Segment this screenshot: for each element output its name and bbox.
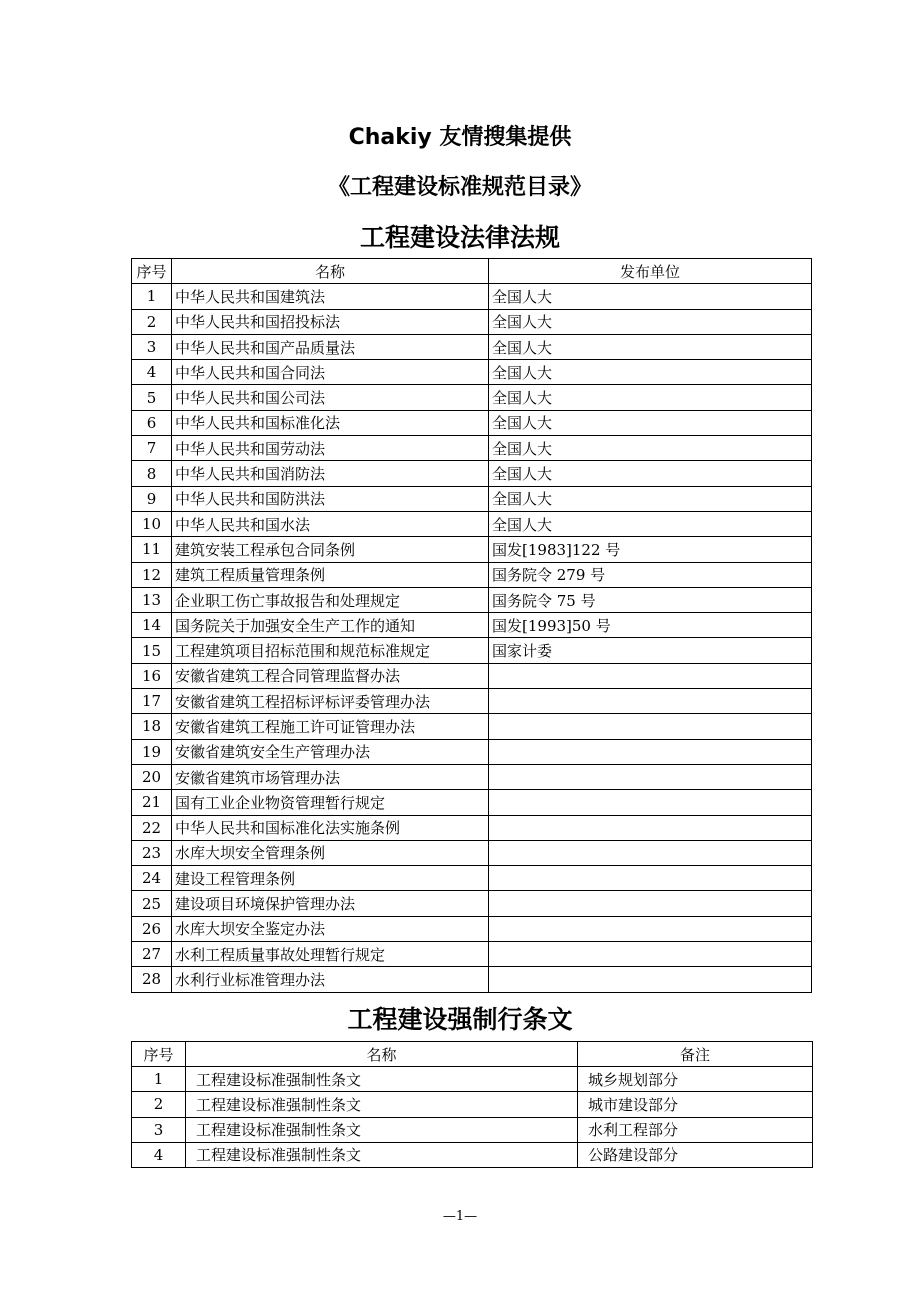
- table-row: [132, 840, 812, 865]
- row-name: 安徽省建筑工程施工许可证管理办法: [172, 714, 489, 739]
- row-issuer: [489, 790, 812, 815]
- row-number: 1: [132, 1067, 186, 1092]
- table-row: [132, 916, 812, 941]
- row-issuer: 全国人大: [489, 511, 812, 536]
- document-title: 《工程建设标准规范目录》: [327, 175, 592, 200]
- table-row: [132, 360, 812, 385]
- table-row: [132, 511, 812, 536]
- column-header-number: 序号: [132, 259, 172, 284]
- row-number: 17: [132, 689, 172, 714]
- row-issuer: [489, 714, 812, 739]
- row-number: 24: [132, 866, 172, 891]
- row-number: 10: [132, 511, 172, 536]
- table-row: [132, 1117, 813, 1142]
- row-number: 16: [132, 663, 172, 688]
- row-number: 4: [132, 360, 172, 385]
- row-issuer: [489, 689, 812, 714]
- row-number: 7: [132, 436, 172, 461]
- row-name: 建筑安装工程承包合同条例: [172, 537, 489, 562]
- table-row: [132, 967, 812, 992]
- row-name: 中华人民共和国标准化法: [172, 410, 489, 435]
- row-name: 水利工程质量事故处理暂行规定: [172, 942, 489, 967]
- row-issuer: [489, 840, 812, 865]
- row-issuer: 国发[1983]122 号: [489, 537, 812, 562]
- row-name: 中华人民共和国建筑法: [172, 284, 489, 309]
- row-issuer: [489, 891, 812, 916]
- table-row: [132, 486, 812, 511]
- row-name: 工程建设标准强制性条文: [186, 1067, 578, 1092]
- row-number: 19: [132, 739, 172, 764]
- row-issuer: [489, 866, 812, 891]
- row-name: 安徽省建筑安全生产管理办法: [172, 739, 489, 764]
- row-name: 中华人民共和国劳动法: [172, 436, 489, 461]
- row-number: 11: [132, 537, 172, 562]
- row-number: 14: [132, 613, 172, 638]
- row-issuer: 全国人大: [489, 360, 812, 385]
- column-header-number: 序号: [132, 1042, 186, 1067]
- row-number: 18: [132, 714, 172, 739]
- row-number: 2: [132, 1092, 186, 1117]
- row-number: 13: [132, 587, 172, 612]
- row-name: 水库大坝安全管理条例: [172, 840, 489, 865]
- laws-table-body: [132, 284, 812, 992]
- row-name: 中华人民共和国水法: [172, 511, 489, 536]
- row-number: 23: [132, 840, 172, 865]
- row-remark: 公路建设部分: [578, 1142, 813, 1167]
- row-issuer: [489, 764, 812, 789]
- table-header-row: [132, 259, 812, 284]
- table-row: [132, 436, 812, 461]
- row-name: 中华人民共和国产品质量法: [172, 334, 489, 359]
- row-remark: 城乡规划部分: [578, 1067, 813, 1092]
- row-issuer: 全国人大: [489, 410, 812, 435]
- section-title-laws: 工程建设法律法规: [359, 223, 560, 252]
- row-number: 26: [132, 916, 172, 941]
- table-row: [132, 714, 812, 739]
- row-number: 15: [132, 638, 172, 663]
- row-issuer: [489, 739, 812, 764]
- table-row: [132, 1092, 813, 1117]
- row-issuer: [489, 942, 812, 967]
- column-header-name: 名称: [172, 259, 489, 284]
- column-header-issuer: 发布单位: [489, 259, 812, 284]
- table-row: [132, 587, 812, 612]
- row-name: 水库大坝安全鉴定办法: [172, 916, 489, 941]
- table-row: [132, 663, 812, 688]
- table-row: [132, 562, 812, 587]
- row-name: 中华人民共和国合同法: [172, 360, 489, 385]
- row-name: 中华人民共和国消防法: [172, 461, 489, 486]
- row-number: 28: [132, 967, 172, 992]
- table-row: [132, 638, 812, 663]
- row-number: 1: [132, 284, 172, 309]
- row-issuer: 全国人大: [489, 436, 812, 461]
- row-issuer: [489, 663, 812, 688]
- row-issuer: 全国人大: [489, 486, 812, 511]
- table-row: [132, 1142, 813, 1167]
- table-row: [132, 1067, 813, 1092]
- row-name: 工程建设标准强制性条文: [186, 1092, 578, 1117]
- row-issuer: 全国人大: [489, 309, 812, 334]
- table-row: [132, 689, 812, 714]
- table-row: [132, 385, 812, 410]
- row-remark: 水利工程部分: [578, 1117, 813, 1142]
- row-name: 建设工程管理条例: [172, 866, 489, 891]
- row-issuer: 全国人大: [489, 461, 812, 486]
- row-issuer: 国务院令 279 号: [489, 562, 812, 587]
- row-number: 20: [132, 764, 172, 789]
- row-name: 企业职工伤亡事故报告和处理规定: [172, 587, 489, 612]
- row-name: 安徽省建筑市场管理办法: [172, 764, 489, 789]
- row-number: 21: [132, 790, 172, 815]
- row-number: 3: [132, 334, 172, 359]
- table-row: [132, 942, 812, 967]
- row-name: 国有工业企业物资管理暂行规定: [172, 790, 489, 815]
- row-name: 工程建设标准强制性条文: [186, 1117, 578, 1142]
- row-name: 安徽省建筑工程合同管理监督办法: [172, 663, 489, 688]
- column-header-name: 名称: [186, 1042, 578, 1067]
- row-name: 中华人民共和国防洪法: [172, 486, 489, 511]
- row-number: 4: [132, 1142, 186, 1167]
- row-issuer: 全国人大: [489, 334, 812, 359]
- row-name: 工程建筑项目招标范围和规范标准规定: [172, 638, 489, 663]
- page-number: —1—: [442, 1209, 478, 1224]
- table-row: [132, 739, 812, 764]
- row-number: 8: [132, 461, 172, 486]
- row-number: 6: [132, 410, 172, 435]
- table-row: [132, 815, 812, 840]
- row-issuer: [489, 815, 812, 840]
- table-row: [132, 334, 812, 359]
- row-issuer: 全国人大: [489, 284, 812, 309]
- row-number: 12: [132, 562, 172, 587]
- row-name: 工程建设标准强制性条文: [186, 1142, 578, 1167]
- table-row: [132, 866, 812, 891]
- table-row: [132, 410, 812, 435]
- section-title-mandatory: 工程建设强制行条文: [347, 1005, 573, 1034]
- table-row: [132, 461, 812, 486]
- row-name: 国务院关于加强安全生产工作的通知: [172, 613, 489, 638]
- row-number: 3: [132, 1117, 186, 1142]
- table-row: [132, 309, 812, 334]
- row-issuer: [489, 967, 812, 992]
- row-name: 水利行业标准管理办法: [172, 967, 489, 992]
- row-name: 中华人民共和国招投标法: [172, 309, 489, 334]
- table-row: [132, 537, 812, 562]
- table-row: [132, 764, 812, 789]
- row-number: 27: [132, 942, 172, 967]
- table-row: [132, 891, 812, 916]
- row-issuer: 国务院令 75 号: [489, 587, 812, 612]
- row-name: 建筑工程质量管理条例: [172, 562, 489, 587]
- mandatory-provisions-table: [131, 1041, 813, 1168]
- row-name: 建设项目环境保护管理办法: [172, 891, 489, 916]
- row-issuer: 国发[1993]50 号: [489, 613, 812, 638]
- row-name: 中华人民共和国公司法: [172, 385, 489, 410]
- row-issuer: 国家计委: [489, 638, 812, 663]
- table-header-row: [132, 1042, 813, 1067]
- document-source-line: Chakiy 友情搜集提供: [348, 125, 572, 150]
- table-row: [132, 284, 812, 309]
- row-name: 中华人民共和国标准化法实施条例: [172, 815, 489, 840]
- row-number: 2: [132, 309, 172, 334]
- laws-table: [131, 258, 812, 993]
- row-remark: 城市建设部分: [578, 1092, 813, 1117]
- row-number: 5: [132, 385, 172, 410]
- row-number: 9: [132, 486, 172, 511]
- mandatory-table-body: [132, 1067, 813, 1168]
- table-row: [132, 613, 812, 638]
- row-issuer: 全国人大: [489, 385, 812, 410]
- column-header-remark: 备注: [578, 1042, 813, 1067]
- row-number: 22: [132, 815, 172, 840]
- row-issuer: [489, 916, 812, 941]
- row-number: 25: [132, 891, 172, 916]
- row-name: 安徽省建筑工程招标评标评委管理办法: [172, 689, 489, 714]
- table-row: [132, 790, 812, 815]
